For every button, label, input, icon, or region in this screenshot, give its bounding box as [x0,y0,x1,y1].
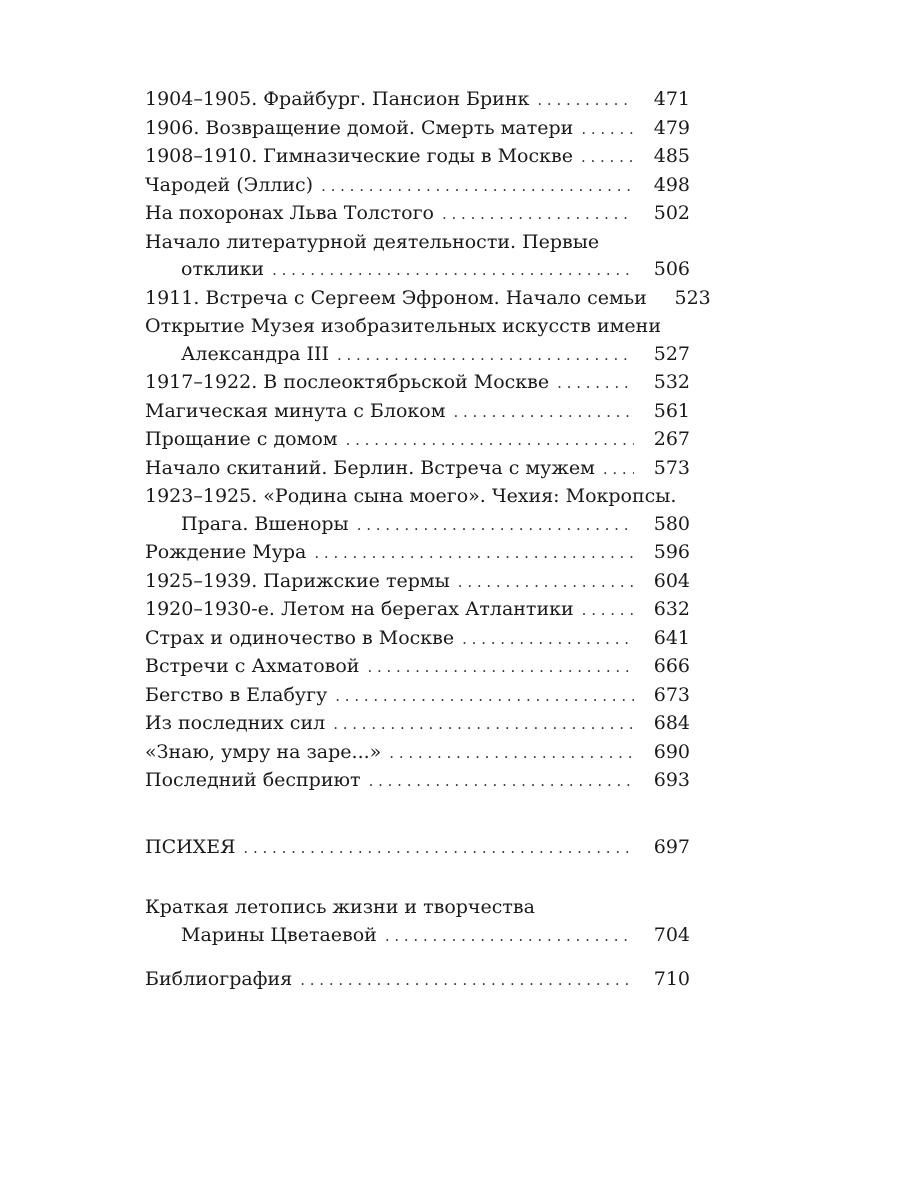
toc-line [145,625,690,654]
toc-title: 1917–1922. В послеоктябрьской Москве [145,371,550,393]
toc-entry[interactable] [145,625,690,654]
toc-page-number: 632 [653,598,690,620]
dot-leader [557,370,634,398]
toc-page-number: 485 [653,145,690,167]
toc-entry[interactable] [145,653,690,682]
toc-entry[interactable] [145,568,690,597]
toc-page-number: 532 [653,371,690,393]
toc-line [145,710,690,739]
dot-leader [321,173,634,201]
dot-leader [369,768,634,796]
toc-page-number: 693 [653,769,690,791]
toc-line [145,894,690,922]
toc-entry[interactable] [145,539,690,568]
dot-leader [243,835,634,863]
toc-entry[interactable] [145,285,711,314]
dot-leader [582,597,634,625]
toc-line [145,229,690,257]
toc-entry[interactable] [145,313,690,369]
toc-page-number: 704 [653,923,690,946]
dot-leader [367,654,634,682]
toc-line [145,200,690,229]
dot-leader [389,740,634,768]
toc-line [145,86,690,115]
toc-entry[interactable] [145,596,690,625]
toc-page-number: 596 [653,541,690,563]
toc-line [145,739,690,768]
toc-page-number: 506 [653,258,690,280]
toc-entry[interactable] [145,455,690,484]
toc-page-number: 479 [653,116,690,139]
dot-leader [346,427,634,455]
dot-leader [603,456,634,484]
toc-title: 1923–1925. «Родина сына моего». Чехия: Мокропсы. [145,485,677,507]
toc-line [145,398,690,427]
toc-title-continuation: Александра III [181,342,329,365]
toc-entry[interactable] [145,229,690,285]
toc-line [145,426,690,455]
toc-page-number: 697 [653,835,690,858]
toc-title: Встречи с Ахматовой [145,655,360,677]
toc-page-number: 666 [653,655,690,677]
toc-entry[interactable] [145,767,690,796]
toc-page-number: 573 [653,456,690,479]
toc-page-number: 684 [653,712,690,734]
toc-title: 1911. Встреча с Сергеем Эфроном. Начало семьи [145,286,647,309]
toc-title: Библиография [145,968,293,990]
toc-title: 1920–1930-е. Летом на берегах Атлантики [145,598,574,620]
dot-leader [272,257,634,285]
toc-page-number: 641 [653,626,690,649]
toc-page-number: 673 [653,683,690,706]
toc-line-continuation [145,256,690,285]
toc-title: 1925–1939. Парижские термы [145,569,450,592]
toc-entry[interactable] [145,710,690,739]
toc-title: Прощание с домом [145,428,338,450]
dot-leader [581,144,634,172]
dot-leader [458,569,634,597]
toc-line-continuation [145,341,690,370]
toc-entry[interactable] [145,115,690,144]
toc-entry-chronicle[interactable] [145,894,690,950]
toc-title: 1904–1905. Фрайбург. Пансион Бринк [145,88,530,110]
toc-entry[interactable] [145,143,690,172]
toc-title: 1908–1910. Гимназические годы в Москве [145,145,573,167]
dot-leader [333,711,634,739]
toc-line [145,682,690,711]
toc-page-number: 710 [653,968,690,990]
toc-title: Магическая минута с Блоком [145,399,446,422]
toc-entry[interactable] [145,739,690,768]
dot-leader [335,683,634,711]
toc-line [145,767,690,796]
toc-title: Чародей (Эллис) [145,173,314,196]
toc-page-number: 502 [653,202,690,224]
toc-line [145,285,711,314]
toc-title: Начало литературной деятельности. Первые [145,230,600,253]
toc-title: Последний бесприют [145,769,361,791]
toc-line [145,143,690,172]
toc-entry[interactable] [145,200,690,229]
toc-line [145,539,690,568]
toc-title: 1906. Возвращение домой. Смерть матери [145,116,574,139]
dot-leader [453,399,634,427]
table-of-contents [145,86,711,995]
toc-page-number: 561 [653,399,690,422]
toc-page-number: 527 [653,342,690,365]
toc-line [145,568,690,597]
toc-entry[interactable] [145,426,690,455]
toc-title: «Знаю, умру на заре...» [145,740,382,763]
toc-line [145,369,690,398]
dot-leader [581,116,634,144]
dot-leader [314,540,634,568]
toc-title: Рождение Мура [145,541,307,563]
toc-title: Бегство в Елабугу [145,683,328,706]
toc-title-continuation: отклики [181,258,265,280]
dot-leader [462,626,634,654]
toc-page-number: 267 [653,428,690,450]
toc-entry-bibliography[interactable] [145,966,690,995]
toc-page-number: 604 [653,569,690,592]
toc-page-number: 580 [653,512,690,535]
toc-line [145,455,690,484]
toc-line [145,172,690,201]
toc-line-continuation [145,511,690,540]
dot-leader [337,342,634,370]
toc-entry[interactable] [145,682,690,711]
dot-leader [442,201,634,229]
toc-title: ПСИХЕЯ [145,835,236,858]
toc-entry[interactable] [145,483,690,539]
toc-entry[interactable] [145,172,690,201]
toc-line [145,596,690,625]
toc-entry-psyche[interactable] [145,834,690,863]
toc-line [145,834,690,863]
toc-line-continuation [145,922,690,951]
toc-page-number: 498 [653,173,690,196]
toc-line [145,966,690,995]
dot-leader [300,967,634,995]
toc-title: Из последних сил [145,712,326,734]
toc-title: Страх и одиночество в Москве [145,626,455,649]
toc-line [145,313,690,341]
toc-title: Начало скитаний. Берлин. Встреча с мужем [145,456,595,479]
toc-title: Открытие Музея изобразительных искусств имени [145,315,662,337]
dot-leader [357,512,634,540]
toc-page-number: 690 [653,740,690,763]
toc-page-number: 471 [653,88,690,110]
toc-page-number: 523 [674,286,711,309]
toc-title-continuation: Прага. Вшеноры [181,512,349,535]
toc-line [145,115,690,144]
toc-title: Краткая летопись жизни и творчества [145,896,535,918]
toc-entry[interactable] [145,369,690,398]
dot-leader [385,923,634,951]
toc-title: На похоронах Льва Толстого [145,202,434,224]
toc-entry[interactable] [145,398,690,427]
toc-title-continuation: Марины Цветаевой [181,923,377,946]
toc-line [145,483,690,511]
dot-leader [537,87,634,115]
toc-entries [145,86,711,796]
toc-line [145,653,690,682]
toc-entry[interactable] [145,86,690,115]
